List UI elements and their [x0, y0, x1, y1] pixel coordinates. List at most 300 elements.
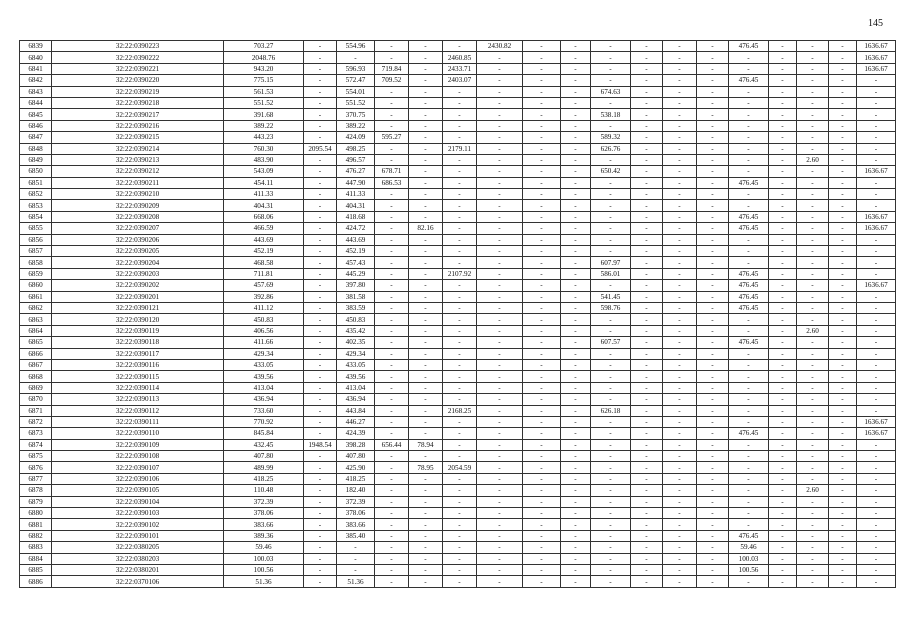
row-number-cell: 6880 [20, 508, 52, 519]
value-cell: - [523, 52, 561, 63]
value-cell: 476.45 [729, 428, 769, 439]
value-cell: - [797, 234, 829, 245]
value-cell: 1636.67 [857, 223, 896, 234]
value-cell: - [561, 143, 591, 154]
value-cell: - [829, 246, 857, 257]
value-cell: - [561, 462, 591, 473]
cadastral-number-cell: 32:22:0380203 [52, 553, 224, 564]
value-cell: - [729, 508, 769, 519]
value-cell: 678.71 [375, 166, 409, 177]
page-number: 145 [868, 18, 883, 29]
value-cell: 586.01 [591, 268, 631, 279]
value-cell: - [769, 109, 797, 120]
value-cell: - [729, 462, 769, 473]
value-cell: - [697, 97, 729, 108]
value-cell: - [631, 382, 663, 393]
value-cell: - [697, 41, 729, 52]
value-cell: - [769, 223, 797, 234]
value-cell: - [631, 564, 663, 575]
value-cell: 1636.67 [857, 41, 896, 52]
value-cell: - [663, 405, 697, 416]
value-cell: 433.05 [224, 359, 304, 370]
value-cell: - [304, 462, 337, 473]
value-cell: - [857, 564, 896, 575]
value-cell: 404.31 [224, 200, 304, 211]
table-row [20, 382, 896, 393]
value-cell: 398.28 [337, 439, 375, 450]
value-cell: - [729, 189, 769, 200]
value-cell: - [857, 120, 896, 131]
value-cell: - [631, 120, 663, 131]
value-cell: - [631, 200, 663, 211]
value-cell: 78.94 [409, 439, 443, 450]
value-cell: - [663, 416, 697, 427]
value-cell: - [409, 109, 443, 120]
value-cell: - [797, 223, 829, 234]
value-cell: - [591, 154, 631, 165]
cadastral-number-cell: 32:22:0390209 [52, 200, 224, 211]
value-cell: - [697, 451, 729, 462]
value-cell: - [769, 553, 797, 564]
value-cell: - [697, 428, 729, 439]
cadastral-number-cell: 32:22:0390204 [52, 257, 224, 268]
value-cell: - [375, 86, 409, 97]
value-cell: - [729, 416, 769, 427]
value-cell: - [375, 519, 409, 530]
value-cell: 476.45 [729, 337, 769, 348]
value-cell: - [561, 382, 591, 393]
value-cell: - [591, 371, 631, 382]
value-cell: 607.97 [591, 257, 631, 268]
value-cell: - [829, 166, 857, 177]
value-cell: 100.03 [729, 553, 769, 564]
value-cell: - [857, 439, 896, 450]
value-cell: - [375, 257, 409, 268]
value-cell: - [591, 280, 631, 291]
value-cell: - [631, 189, 663, 200]
table-row [20, 223, 896, 234]
row-number-cell: 6862 [20, 302, 52, 313]
value-cell: 1636.67 [857, 63, 896, 74]
value-cell: - [769, 348, 797, 359]
value-cell: - [631, 337, 663, 348]
value-cell: 418.25 [224, 473, 304, 484]
value-cell: - [797, 246, 829, 257]
value-cell: - [829, 530, 857, 541]
row-number-cell: 6858 [20, 257, 52, 268]
value-cell: - [769, 519, 797, 530]
value-cell: - [523, 348, 561, 359]
cadastral-values-table [19, 40, 896, 588]
value-cell: - [631, 428, 663, 439]
value-cell: - [561, 553, 591, 564]
value-cell: 845.84 [224, 428, 304, 439]
cadastral-number-cell: 32:22:0390217 [52, 109, 224, 120]
cadastral-number-cell: 32:22:0390206 [52, 234, 224, 245]
value-cell: - [797, 143, 829, 154]
value-cell: - [829, 473, 857, 484]
value-cell: 452.19 [224, 246, 304, 257]
value-cell: - [304, 325, 337, 336]
value-cell: - [769, 154, 797, 165]
value-cell: - [523, 234, 561, 245]
row-number-cell: 6848 [20, 143, 52, 154]
value-cell: - [337, 553, 375, 564]
value-cell: - [829, 359, 857, 370]
value-cell: - [829, 52, 857, 63]
value-cell: - [561, 189, 591, 200]
row-number-cell: 6869 [20, 382, 52, 393]
value-cell: 2107.92 [443, 268, 477, 279]
value-cell: - [304, 519, 337, 530]
value-cell: - [663, 553, 697, 564]
value-cell: - [697, 291, 729, 302]
value-cell: - [561, 234, 591, 245]
value-cell: - [829, 143, 857, 154]
value-cell: - [729, 109, 769, 120]
value-cell: - [663, 348, 697, 359]
value-cell: - [829, 302, 857, 313]
value-cell: - [769, 416, 797, 427]
value-cell: - [443, 439, 477, 450]
value-cell: - [477, 428, 523, 439]
value-cell: - [375, 553, 409, 564]
value-cell: - [304, 291, 337, 302]
value-cell: - [375, 371, 409, 382]
table-row [20, 246, 896, 257]
value-cell: 447.90 [337, 177, 375, 188]
value-cell: - [631, 234, 663, 245]
value-cell: - [523, 473, 561, 484]
value-cell: - [304, 63, 337, 74]
value-cell: - [523, 280, 561, 291]
value-cell: 389.36 [224, 530, 304, 541]
value-cell: - [409, 257, 443, 268]
value-cell: - [443, 428, 477, 439]
value-cell: 436.94 [224, 394, 304, 405]
value-cell: - [631, 143, 663, 154]
value-cell: - [697, 485, 729, 496]
value-cell: - [829, 314, 857, 325]
value-cell: - [375, 223, 409, 234]
value-cell: - [829, 348, 857, 359]
value-cell: - [697, 154, 729, 165]
value-cell: - [523, 132, 561, 143]
value-cell: - [797, 564, 829, 575]
cadastral-number-cell: 32:22:0390101 [52, 530, 224, 541]
value-cell: - [631, 41, 663, 52]
value-cell: - [697, 473, 729, 484]
value-cell: - [304, 530, 337, 541]
value-cell: 551.52 [224, 97, 304, 108]
cadastral-number-cell: 32:22:0390223 [52, 41, 224, 52]
value-cell: - [857, 496, 896, 507]
value-cell: - [631, 462, 663, 473]
value-cell: - [375, 359, 409, 370]
value-cell: - [477, 200, 523, 211]
value-cell: - [443, 234, 477, 245]
value-cell: - [697, 268, 729, 279]
value-cell: - [829, 451, 857, 462]
value-cell: - [729, 63, 769, 74]
table-row [20, 302, 896, 313]
value-cell: 450.83 [337, 314, 375, 325]
value-cell: 1636.67 [857, 52, 896, 63]
value-cell: - [769, 451, 797, 462]
value-cell: - [561, 166, 591, 177]
value-cell: - [591, 63, 631, 74]
value-cell: - [631, 109, 663, 120]
value-cell: - [561, 86, 591, 97]
value-cell: - [829, 177, 857, 188]
value-cell: - [304, 508, 337, 519]
value-cell: - [769, 257, 797, 268]
value-cell: - [477, 462, 523, 473]
value-cell: - [523, 143, 561, 154]
value-cell: 476.45 [729, 291, 769, 302]
value-cell: - [631, 496, 663, 507]
row-number-cell: 6860 [20, 280, 52, 291]
value-cell: - [797, 314, 829, 325]
row-number-cell: 6879 [20, 496, 52, 507]
value-cell: - [477, 75, 523, 86]
value-cell: - [375, 109, 409, 120]
value-cell: 51.36 [337, 576, 375, 587]
value-cell: - [857, 154, 896, 165]
value-cell: - [304, 473, 337, 484]
value-cell: - [631, 371, 663, 382]
value-cell: - [663, 223, 697, 234]
value-cell: - [375, 485, 409, 496]
value-cell: - [797, 382, 829, 393]
value-cell: - [857, 542, 896, 553]
value-cell: - [443, 189, 477, 200]
value-cell: - [857, 451, 896, 462]
value-cell: - [409, 337, 443, 348]
value-cell: - [409, 52, 443, 63]
value-cell: 182.40 [337, 485, 375, 496]
value-cell: - [523, 576, 561, 587]
cadastral-number-cell: 32:22:0390216 [52, 120, 224, 131]
value-cell: - [523, 451, 561, 462]
table-row [20, 325, 896, 336]
value-cell: - [829, 337, 857, 348]
value-cell: - [375, 462, 409, 473]
value-cell: - [375, 382, 409, 393]
value-cell: - [857, 405, 896, 416]
value-cell: - [409, 63, 443, 74]
value-cell: - [523, 485, 561, 496]
value-cell: - [375, 473, 409, 484]
value-cell: - [523, 337, 561, 348]
value-cell: - [591, 508, 631, 519]
value-cell: - [477, 97, 523, 108]
value-cell: - [375, 314, 409, 325]
value-cell: - [663, 109, 697, 120]
value-cell: 457.43 [337, 257, 375, 268]
row-number-cell: 6873 [20, 428, 52, 439]
cadastral-number-cell: 32:22:0390112 [52, 405, 224, 416]
value-cell: - [857, 371, 896, 382]
value-cell: - [443, 86, 477, 97]
value-cell: - [375, 428, 409, 439]
value-cell: - [591, 394, 631, 405]
value-cell: - [769, 52, 797, 63]
value-cell: - [663, 200, 697, 211]
value-cell: - [769, 405, 797, 416]
row-number-cell: 6853 [20, 200, 52, 211]
value-cell: - [631, 257, 663, 268]
value-cell: - [561, 325, 591, 336]
value-cell: 372.39 [337, 496, 375, 507]
value-cell: - [797, 109, 829, 120]
value-cell: 429.34 [224, 348, 304, 359]
value-cell: - [477, 234, 523, 245]
value-cell: - [409, 519, 443, 530]
value-cell: - [304, 97, 337, 108]
value-cell: - [477, 257, 523, 268]
value-cell: - [409, 542, 443, 553]
value-cell: - [631, 508, 663, 519]
value-cell: - [729, 52, 769, 63]
value-cell: - [729, 394, 769, 405]
value-cell: - [829, 428, 857, 439]
value-cell: - [477, 302, 523, 313]
value-cell: - [477, 143, 523, 154]
cadastral-number-cell: 32:22:0390202 [52, 280, 224, 291]
value-cell: - [769, 291, 797, 302]
value-cell: 686.53 [375, 177, 409, 188]
value-cell: - [561, 63, 591, 74]
value-cell: - [663, 462, 697, 473]
value-cell: - [697, 359, 729, 370]
value-cell: - [591, 314, 631, 325]
value-cell: - [375, 280, 409, 291]
value-cell: - [523, 462, 561, 473]
value-cell: - [375, 564, 409, 575]
value-cell: 476.27 [337, 166, 375, 177]
value-cell: - [769, 382, 797, 393]
value-cell: - [409, 394, 443, 405]
value-cell: - [561, 519, 591, 530]
value-cell: - [857, 109, 896, 120]
value-cell: - [375, 154, 409, 165]
value-cell: - [523, 394, 561, 405]
row-number-cell: 6866 [20, 348, 52, 359]
value-cell: 2403.07 [443, 75, 477, 86]
value-cell: - [304, 211, 337, 222]
value-cell: - [375, 405, 409, 416]
table-row [20, 337, 896, 348]
value-cell: - [409, 246, 443, 257]
value-cell: - [409, 41, 443, 52]
value-cell: - [561, 416, 591, 427]
cadastral-number-cell: 32:22:0390114 [52, 382, 224, 393]
table-row [20, 359, 896, 370]
value-cell: - [829, 154, 857, 165]
value-cell: - [443, 519, 477, 530]
row-number-cell: 6872 [20, 416, 52, 427]
value-cell: - [304, 120, 337, 131]
value-cell: - [375, 325, 409, 336]
value-cell: - [523, 542, 561, 553]
value-cell: - [591, 416, 631, 427]
value-cell: 498.25 [337, 143, 375, 154]
value-cell: - [304, 154, 337, 165]
value-cell: 476.45 [729, 280, 769, 291]
value-cell: - [409, 576, 443, 587]
value-cell: 378.06 [337, 508, 375, 519]
value-cell: - [663, 359, 697, 370]
table-row [20, 280, 896, 291]
cadastral-number-cell: 32:22:0390215 [52, 132, 224, 143]
value-cell: 436.94 [337, 394, 375, 405]
value-cell: - [523, 382, 561, 393]
value-cell: 457.69 [224, 280, 304, 291]
value-cell: - [631, 314, 663, 325]
value-cell: - [375, 451, 409, 462]
value-cell: - [697, 166, 729, 177]
value-cell: - [523, 97, 561, 108]
value-cell: - [523, 177, 561, 188]
value-cell: - [561, 394, 591, 405]
value-cell: - [591, 200, 631, 211]
value-cell: - [443, 382, 477, 393]
value-cell: - [663, 257, 697, 268]
value-cell: - [631, 348, 663, 359]
value-cell: - [409, 416, 443, 427]
value-cell: - [409, 120, 443, 131]
value-cell: - [409, 268, 443, 279]
value-cell: - [523, 428, 561, 439]
value-cell: - [375, 542, 409, 553]
value-cell: 389.22 [337, 120, 375, 131]
value-cell: - [697, 257, 729, 268]
value-cell: - [477, 223, 523, 234]
value-cell: - [443, 542, 477, 553]
value-cell: 2.60 [797, 325, 829, 336]
value-cell: 424.72 [337, 223, 375, 234]
value-cell: 538.18 [591, 109, 631, 120]
cadastral-number-cell: 32:22:0390214 [52, 143, 224, 154]
value-cell: - [829, 519, 857, 530]
value-cell: - [477, 120, 523, 131]
cadastral-number-cell: 32:22:0390201 [52, 291, 224, 302]
value-cell: - [769, 325, 797, 336]
table-row [20, 451, 896, 462]
value-cell: - [857, 177, 896, 188]
value-cell: 381.58 [337, 291, 375, 302]
value-cell: - [663, 280, 697, 291]
value-cell: - [729, 519, 769, 530]
value-cell: - [523, 405, 561, 416]
value-cell: - [697, 371, 729, 382]
value-cell: 2168.25 [443, 405, 477, 416]
value-cell: - [304, 166, 337, 177]
value-cell: - [663, 86, 697, 97]
value-cell: 554.01 [337, 86, 375, 97]
cadastral-number-cell: 32:22:0390205 [52, 246, 224, 257]
value-cell: - [829, 280, 857, 291]
value-cell: - [304, 302, 337, 313]
value-cell: - [769, 314, 797, 325]
value-cell: - [561, 348, 591, 359]
cadastral-number-cell: 32:22:0390103 [52, 508, 224, 519]
value-cell: - [729, 120, 769, 131]
value-cell: - [409, 302, 443, 313]
value-cell: - [375, 348, 409, 359]
value-cell: 378.06 [224, 508, 304, 519]
